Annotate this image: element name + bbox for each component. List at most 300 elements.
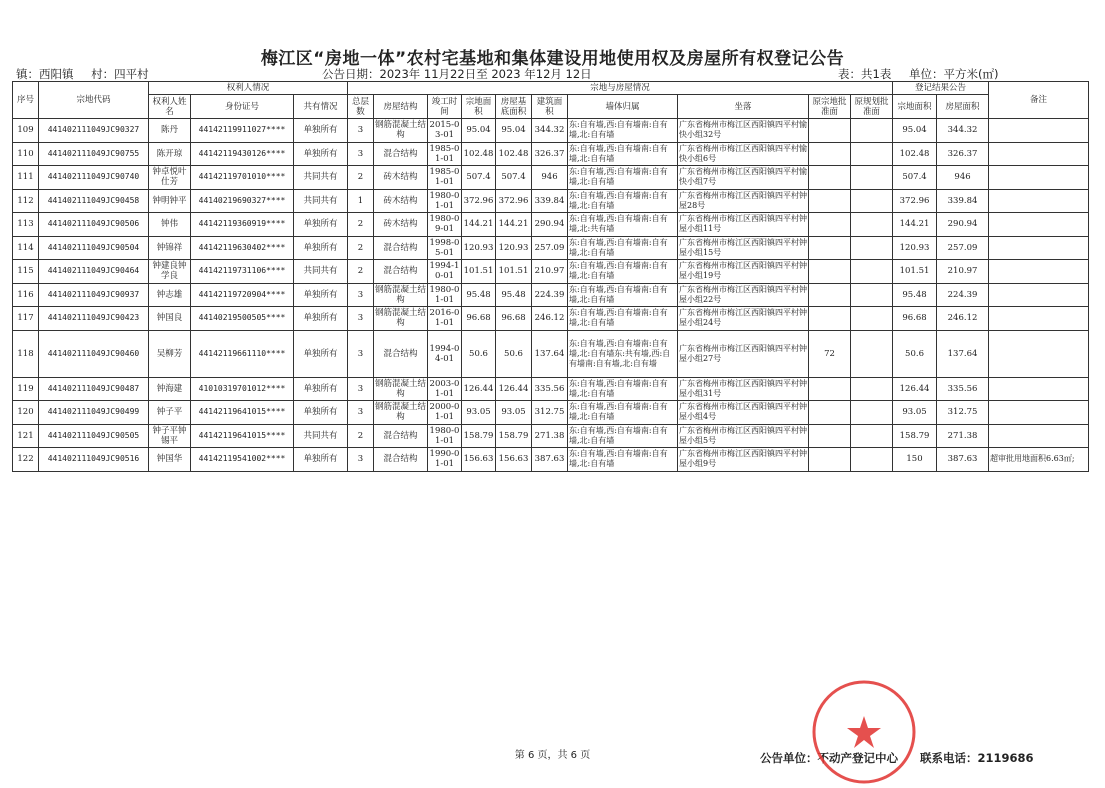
cell-res-land: 144.21 bbox=[893, 213, 937, 237]
cell-land: 158.79 bbox=[462, 424, 496, 448]
cell-id: 44140219500505**** bbox=[191, 307, 294, 331]
cell-orig-plan bbox=[851, 260, 893, 284]
cell-base: 102.48 bbox=[496, 142, 532, 166]
cell-base: 144.21 bbox=[496, 213, 532, 237]
cell-loc: 广东省梅州市梅江区西阳镇四平村钟屋小组4号 bbox=[678, 401, 809, 425]
cell-name: 钟锦祥 bbox=[149, 236, 191, 260]
cell-share: 单独所有 bbox=[294, 142, 348, 166]
cell-name: 钟国良 bbox=[149, 307, 191, 331]
cell-date: 2016-01-01 bbox=[428, 307, 462, 331]
cell-base: 126.44 bbox=[496, 377, 532, 401]
cell-res-land: 96.68 bbox=[893, 307, 937, 331]
cell-code: 441402111049JC90487 bbox=[39, 377, 149, 401]
cell-name: 钟卓悦叶仕芳 bbox=[149, 166, 191, 190]
cell-orig-land bbox=[809, 119, 851, 143]
cell-name: 钟明钟平 bbox=[149, 189, 191, 213]
cell-res-land: 101.51 bbox=[893, 260, 937, 284]
cell-name: 吴柳芳 bbox=[149, 330, 191, 377]
header-code: 宗地代码 bbox=[39, 82, 149, 119]
cell-id: 41010319701012**** bbox=[191, 377, 294, 401]
cell-orig-land: 72 bbox=[809, 330, 851, 377]
cell-remark bbox=[989, 283, 1089, 307]
cell-code: 441402111049JC90458 bbox=[39, 189, 149, 213]
header-land-house-group: 宗地与房屋情况 bbox=[348, 82, 893, 95]
cell-remark bbox=[989, 424, 1089, 448]
cell-date: 2000-01-01 bbox=[428, 401, 462, 425]
cell-remark bbox=[989, 401, 1089, 425]
cell-build: 210.97 bbox=[532, 260, 568, 284]
cell-base: 50.6 bbox=[496, 330, 532, 377]
cell-res-land: 158.79 bbox=[893, 424, 937, 448]
cell-wall: 东:自有墙,西:自有墙南:自有墙,北:自有墙 bbox=[568, 401, 678, 425]
cell-loc: 广东省梅州市梅江区西阳镇四平村愉快小组6号 bbox=[678, 142, 809, 166]
cell-id: 44140219690327**** bbox=[191, 189, 294, 213]
cell-floors: 3 bbox=[348, 283, 374, 307]
cell-code: 441402111049JC90504 bbox=[39, 236, 149, 260]
cell-code: 441402111049JC90327 bbox=[39, 119, 149, 143]
cell-res-land: 93.05 bbox=[893, 401, 937, 425]
cell-floors: 2 bbox=[348, 213, 374, 237]
page-number: 第 6 页，共 6 页 bbox=[514, 750, 591, 761]
header-location: 坐落 bbox=[678, 95, 809, 119]
cell-orig-land bbox=[809, 142, 851, 166]
cell-orig-land bbox=[809, 236, 851, 260]
cell-res-land: 95.04 bbox=[893, 119, 937, 143]
cell-seq: 112 bbox=[13, 189, 39, 213]
cell-orig-plan bbox=[851, 213, 893, 237]
cell-res-house: 335.56 bbox=[937, 377, 989, 401]
table-row bbox=[13, 401, 1089, 425]
cell-code: 441402111049JC90505 bbox=[39, 424, 149, 448]
cell-base: 101.51 bbox=[496, 260, 532, 284]
cell-res-land: 507.4 bbox=[893, 166, 937, 190]
cell-orig-land bbox=[809, 166, 851, 190]
cell-id: 44142119720904**** bbox=[191, 283, 294, 307]
cell-res-land: 120.93 bbox=[893, 236, 937, 260]
cell-floors: 3 bbox=[348, 401, 374, 425]
cell-res-land: 102.48 bbox=[893, 142, 937, 166]
registration-table bbox=[12, 81, 1089, 472]
cell-date: 1980-01-01 bbox=[428, 189, 462, 213]
table-row bbox=[13, 189, 1089, 213]
cell-floors: 2 bbox=[348, 236, 374, 260]
cell-orig-plan bbox=[851, 401, 893, 425]
header-owner-group: 权利人情况 bbox=[149, 82, 348, 95]
cell-share: 单独所有 bbox=[294, 307, 348, 331]
cell-orig-plan bbox=[851, 330, 893, 377]
cell-remark bbox=[989, 189, 1089, 213]
cell-date: 1980-09-01 bbox=[428, 213, 462, 237]
table-row bbox=[13, 377, 1089, 401]
cell-loc: 广东省梅州市梅江区西阳镇四平村钟屋小组27号 bbox=[678, 330, 809, 377]
cell-base: 158.79 bbox=[496, 424, 532, 448]
cell-land: 50.6 bbox=[462, 330, 496, 377]
cell-share: 单独所有 bbox=[294, 236, 348, 260]
cell-build: 224.39 bbox=[532, 283, 568, 307]
cell-structure: 砖木结构 bbox=[374, 189, 428, 213]
cell-build: 326.37 bbox=[532, 142, 568, 166]
cell-share: 共同共有 bbox=[294, 189, 348, 213]
cell-floors: 2 bbox=[348, 166, 374, 190]
cell-code: 441402111049JC90499 bbox=[39, 401, 149, 425]
header-share: 共有情况 bbox=[294, 95, 348, 119]
date-range: 公告日期：2023年 11月22日至 2023 年12月 12日 bbox=[322, 67, 592, 81]
table-row bbox=[13, 142, 1089, 166]
cell-land: 96.68 bbox=[462, 307, 496, 331]
table-row bbox=[13, 307, 1089, 331]
cell-wall: 东:自有墙,西:自有墙南:自有墙,北:自有墙 bbox=[568, 236, 678, 260]
cell-orig-plan bbox=[851, 424, 893, 448]
cell-wall: 东:自有墙,西:自有墙南:自有墙,北:自有墙 bbox=[568, 260, 678, 284]
cell-orig-land bbox=[809, 189, 851, 213]
cell-share: 单独所有 bbox=[294, 448, 348, 472]
cell-res-house: 137.64 bbox=[937, 330, 989, 377]
cell-floors: 3 bbox=[348, 330, 374, 377]
cell-name: 陈丹 bbox=[149, 119, 191, 143]
header-orig-plan: 原规划批准面 bbox=[851, 95, 893, 119]
cell-share: 单独所有 bbox=[294, 401, 348, 425]
cell-remark bbox=[989, 119, 1089, 143]
header-wall: 墙体归属 bbox=[568, 95, 678, 119]
table-count: 表：共1表 bbox=[838, 67, 892, 81]
cell-id: 44142119641015**** bbox=[191, 424, 294, 448]
cell-share: 单独所有 bbox=[294, 119, 348, 143]
cell-name: 钟国华 bbox=[149, 448, 191, 472]
cell-id: 44142119911027**** bbox=[191, 119, 294, 143]
table-row bbox=[13, 330, 1089, 377]
header-id: 身份证号 bbox=[191, 95, 294, 119]
cell-structure: 砖木结构 bbox=[374, 213, 428, 237]
cell-share: 单独所有 bbox=[294, 377, 348, 401]
cell-structure: 混合结构 bbox=[374, 448, 428, 472]
cell-share: 单独所有 bbox=[294, 283, 348, 307]
cell-structure: 混合结构 bbox=[374, 260, 428, 284]
cell-seq: 109 bbox=[13, 119, 39, 143]
cell-floors: 1 bbox=[348, 189, 374, 213]
cell-orig-plan bbox=[851, 166, 893, 190]
cell-name: 钟建良钟学良 bbox=[149, 260, 191, 284]
cell-share: 单独所有 bbox=[294, 213, 348, 237]
cell-orig-land bbox=[809, 377, 851, 401]
cell-orig-land bbox=[809, 213, 851, 237]
cell-orig-land bbox=[809, 424, 851, 448]
cell-loc: 广东省梅州市梅江区西阳镇四平村钟屋小组11号 bbox=[678, 213, 809, 237]
header-base-area: 房屋基底面积 bbox=[496, 95, 532, 119]
cell-orig-plan bbox=[851, 236, 893, 260]
table-row bbox=[13, 166, 1089, 190]
page-title: 梅江区“房地一体”农村宅基地和集体建设用地使用权及房屋所有权登记公告 bbox=[260, 49, 845, 69]
cell-loc: 广东省梅州市梅江区西阳镇四平村钟屋小组15号 bbox=[678, 236, 809, 260]
cell-orig-plan bbox=[851, 448, 893, 472]
cell-land: 102.48 bbox=[462, 142, 496, 166]
cell-orig-plan bbox=[851, 377, 893, 401]
cell-code: 441402111049JC90755 bbox=[39, 142, 149, 166]
cell-remark bbox=[989, 260, 1089, 284]
cell-build: 387.63 bbox=[532, 448, 568, 472]
cell-id: 44142119701010**** bbox=[191, 166, 294, 190]
cell-land: 156.63 bbox=[462, 448, 496, 472]
header-res-land: 宗地面积 bbox=[893, 95, 937, 119]
header-result-group: 登记结果公告 bbox=[893, 82, 989, 95]
cell-build: 312.75 bbox=[532, 401, 568, 425]
cell-floors: 2 bbox=[348, 260, 374, 284]
cell-floors: 3 bbox=[348, 377, 374, 401]
cell-floors: 2 bbox=[348, 424, 374, 448]
cell-wall: 东:自有墙,西:自有墙南:自有墙,北:自有墙 bbox=[568, 307, 678, 331]
cell-loc: 广东省梅州市梅江区西阳镇四平村钟屋小组19号 bbox=[678, 260, 809, 284]
cell-base: 156.63 bbox=[496, 448, 532, 472]
cell-remark bbox=[989, 377, 1089, 401]
cell-wall: 东:自有墙,西:自有墙南:自有墙,北:自有墙 bbox=[568, 377, 678, 401]
table-row bbox=[13, 448, 1089, 472]
cell-name: 钟海建 bbox=[149, 377, 191, 401]
cell-res-land: 95.48 bbox=[893, 283, 937, 307]
cell-land: 120.93 bbox=[462, 236, 496, 260]
cell-res-house: 271.38 bbox=[937, 424, 989, 448]
location-line bbox=[16, 66, 163, 82]
cell-seq: 110 bbox=[13, 142, 39, 166]
cell-orig-land bbox=[809, 283, 851, 307]
cell-structure: 钢筋混凝土结构 bbox=[375, 284, 427, 305]
cell-wall: 东:自有墙,西:自有墙南:自有墙,北:自有墙 bbox=[568, 189, 678, 213]
cell-date: 1980-01-01 bbox=[428, 424, 462, 448]
cell-date: 1998-05-01 bbox=[428, 236, 462, 260]
cell-name: 钟志雄 bbox=[149, 283, 191, 307]
cell-seq: 120 bbox=[13, 401, 39, 425]
cell-structure: 钢筋混凝土结构 bbox=[375, 378, 427, 399]
cell-build: 335.56 bbox=[532, 377, 568, 401]
cell-orig-plan bbox=[851, 119, 893, 143]
cell-structure: 钢筋混凝土结构 bbox=[375, 402, 427, 423]
cell-id: 44142119541002**** bbox=[191, 448, 294, 472]
cell-wall: 东:自有墙,西:自有墙南:自有墙,北:自有墙 bbox=[568, 448, 678, 472]
cell-date: 1994-10-01 bbox=[428, 260, 462, 284]
cell-res-house: 257.09 bbox=[937, 236, 989, 260]
header-orig-land: 原宗地批准面 bbox=[809, 95, 851, 119]
cell-remark bbox=[989, 236, 1089, 260]
cell-name: 陈开琼 bbox=[149, 142, 191, 166]
cell-orig-plan bbox=[851, 307, 893, 331]
cell-structure: 混合结构 bbox=[374, 424, 428, 448]
cell-res-house: 312.75 bbox=[937, 401, 989, 425]
cell-id: 44142119630402**** bbox=[191, 236, 294, 260]
cell-structure: 钢筋混凝土结构 bbox=[375, 308, 427, 329]
cell-id: 44142119430126**** bbox=[191, 142, 294, 166]
cell-wall: 东:自有墙,西:自有墙南:自有墙,北:共有墙 bbox=[568, 213, 678, 237]
header-land-area: 宗地面积 bbox=[462, 95, 496, 119]
cell-base: 93.05 bbox=[496, 401, 532, 425]
header-seq: 序号 bbox=[13, 82, 39, 119]
cell-res-land: 372.96 bbox=[893, 189, 937, 213]
cell-land: 372.96 bbox=[462, 189, 496, 213]
cell-structure: 砖木结构 bbox=[374, 166, 428, 190]
cell-share: 共同共有 bbox=[294, 260, 348, 284]
table-row bbox=[13, 119, 1089, 143]
cell-loc: 广东省梅州市梅江区西阳镇四平村钟屋小组24号 bbox=[678, 307, 809, 331]
cell-loc: 广东省梅州市梅江区西阳镇四平村钟屋小组31号 bbox=[678, 377, 809, 401]
unit-label: 单位：平方米(㎡) bbox=[908, 67, 999, 81]
table-row bbox=[13, 260, 1089, 284]
table-row bbox=[13, 236, 1089, 260]
cell-remark: 超审批用地面积6.63㎡; bbox=[989, 448, 1089, 472]
cell-date: 2003-01-01 bbox=[428, 377, 462, 401]
cell-res-house: 339.84 bbox=[937, 189, 989, 213]
cell-land: 144.21 bbox=[462, 213, 496, 237]
cell-orig-land bbox=[809, 307, 851, 331]
cell-share: 共同共有 bbox=[294, 424, 348, 448]
cell-structure: 混合结构 bbox=[374, 236, 428, 260]
cell-seq: 117 bbox=[13, 307, 39, 331]
cell-wall: 东:自有墙,西:自有墙南:自有墙,北:自有墙 bbox=[568, 424, 678, 448]
cell-res-house: 210.97 bbox=[937, 260, 989, 284]
cell-orig-land bbox=[809, 448, 851, 472]
cell-res-house: 290.94 bbox=[937, 213, 989, 237]
cell-structure: 混合结构 bbox=[374, 142, 428, 166]
cell-id: 44142119360919**** bbox=[191, 213, 294, 237]
cell-wall: 东:自有墙,西:自有墙南:自有墙,北:自有墙 bbox=[568, 283, 678, 307]
cell-wall: 东:自有墙,西:自有墙南:自有墙,北:自有墙东:共有墙,西:自有墙南:自有墙,北:自有墙 bbox=[568, 330, 678, 377]
table-meta bbox=[838, 66, 1012, 82]
town-label: 镇：西阳镇 bbox=[16, 67, 74, 81]
cell-land: 95.48 bbox=[462, 283, 496, 307]
header-owner-name: 权利人姓名 bbox=[149, 95, 191, 119]
cell-seq: 118 bbox=[13, 330, 39, 377]
cell-seq: 122 bbox=[13, 448, 39, 472]
cell-code: 441402111049JC90937 bbox=[39, 283, 149, 307]
cell-name: 钟子平钟锡平 bbox=[149, 424, 191, 448]
cell-seq: 119 bbox=[13, 377, 39, 401]
cell-share: 共同共有 bbox=[294, 166, 348, 190]
cell-code: 441402111049JC90506 bbox=[39, 213, 149, 237]
header-remark: 备注 bbox=[989, 82, 1089, 119]
cell-seq: 121 bbox=[13, 424, 39, 448]
cell-base: 507.4 bbox=[496, 166, 532, 190]
cell-res-house: 344.32 bbox=[937, 119, 989, 143]
contact-phone: 联系电话：2119686 bbox=[920, 751, 1034, 765]
cell-name: 钟子平 bbox=[149, 401, 191, 425]
cell-land: 93.05 bbox=[462, 401, 496, 425]
village-label: 村：四平村 bbox=[91, 67, 149, 81]
cell-build: 246.12 bbox=[532, 307, 568, 331]
cell-remark bbox=[989, 142, 1089, 166]
cell-build: 290.94 bbox=[532, 213, 568, 237]
cell-res-house: 224.39 bbox=[937, 283, 989, 307]
cell-date: 1985-01-01 bbox=[428, 166, 462, 190]
cell-orig-plan bbox=[851, 142, 893, 166]
issuer-unit: 公告单位：不动产登记中心 bbox=[760, 751, 898, 765]
cell-floors: 3 bbox=[348, 448, 374, 472]
header-structure: 房屋结构 bbox=[374, 95, 428, 119]
cell-id: 44142119731106**** bbox=[191, 260, 294, 284]
cell-res-house: 946 bbox=[937, 166, 989, 190]
cell-loc: 广东省梅州市梅江区西阳镇四平村愉快小组32号 bbox=[678, 119, 809, 143]
cell-structure: 混合结构 bbox=[374, 330, 428, 377]
cell-build: 946 bbox=[532, 166, 568, 190]
cell-structure: 钢筋混凝土结构 bbox=[375, 120, 427, 141]
cell-id: 44142119661110**** bbox=[191, 330, 294, 377]
cell-wall: 东:自有墙,西:自有墙南:自有墙,北:自有墙 bbox=[568, 142, 678, 166]
cell-build: 344.32 bbox=[532, 119, 568, 143]
cell-base: 120.93 bbox=[496, 236, 532, 260]
cell-date: 1990-01-01 bbox=[428, 448, 462, 472]
cell-remark bbox=[989, 307, 1089, 331]
cell-code: 441402111049JC90460 bbox=[39, 330, 149, 377]
cell-build: 257.09 bbox=[532, 236, 568, 260]
cell-loc: 广东省梅州市梅江区西阳镇四平村钟屋小组22号 bbox=[678, 283, 809, 307]
cell-code: 441402111049JC90740 bbox=[39, 166, 149, 190]
table-row bbox=[13, 283, 1089, 307]
cell-res-land: 150 bbox=[893, 448, 937, 472]
cell-code: 441402111049JC90423 bbox=[39, 307, 149, 331]
cell-res-land: 126.44 bbox=[893, 377, 937, 401]
cell-res-house: 246.12 bbox=[937, 307, 989, 331]
cell-floors: 3 bbox=[348, 307, 374, 331]
cell-seq: 114 bbox=[13, 236, 39, 260]
cell-land: 101.51 bbox=[462, 260, 496, 284]
header-completed: 竣工时间 bbox=[428, 95, 462, 119]
cell-base: 95.04 bbox=[496, 119, 532, 143]
cell-remark bbox=[989, 166, 1089, 190]
table-row bbox=[13, 424, 1089, 448]
cell-base: 95.48 bbox=[496, 283, 532, 307]
cell-seq: 116 bbox=[13, 283, 39, 307]
cell-name: 钟伟 bbox=[149, 213, 191, 237]
cell-remark bbox=[989, 213, 1089, 237]
cell-code: 441402111049JC90464 bbox=[39, 260, 149, 284]
cell-seq: 115 bbox=[13, 260, 39, 284]
cell-base: 96.68 bbox=[496, 307, 532, 331]
cell-res-land: 50.6 bbox=[893, 330, 937, 377]
cell-res-house: 326.37 bbox=[937, 142, 989, 166]
cell-seq: 113 bbox=[13, 213, 39, 237]
cell-land: 126.44 bbox=[462, 377, 496, 401]
cell-loc: 广东省梅州市梅江区西阳镇四平村钟屋28号 bbox=[678, 189, 809, 213]
cell-build: 271.38 bbox=[532, 424, 568, 448]
cell-share: 单独所有 bbox=[294, 330, 348, 377]
header-build-area: 建筑面积 bbox=[532, 95, 568, 119]
cell-land: 507.4 bbox=[462, 166, 496, 190]
cell-orig-land bbox=[809, 401, 851, 425]
header-floors: 总层数 bbox=[348, 95, 374, 119]
cell-orig-land bbox=[809, 260, 851, 284]
cell-remark bbox=[989, 330, 1089, 377]
cell-id: 44142119641015**** bbox=[191, 401, 294, 425]
official-seal-icon bbox=[808, 676, 920, 788]
cell-wall: 东:自有墙,西:自有墙南:自有墙,北:自有墙 bbox=[568, 166, 678, 190]
header-res-house: 房屋面积 bbox=[937, 95, 989, 119]
cell-res-house: 387.63 bbox=[937, 448, 989, 472]
cell-floors: 3 bbox=[348, 119, 374, 143]
cell-orig-plan bbox=[851, 189, 893, 213]
cell-code: 441402111049JC90516 bbox=[39, 448, 149, 472]
cell-loc: 广东省梅州市梅江区西阳镇四平村钟屋小组9号 bbox=[678, 448, 809, 472]
cell-date: 1980-01-01 bbox=[428, 283, 462, 307]
cell-floors: 3 bbox=[348, 142, 374, 166]
table-row bbox=[13, 213, 1089, 237]
cell-build: 339.84 bbox=[532, 189, 568, 213]
cell-loc: 广东省梅州市梅江区西阳镇四平村愉快小组7号 bbox=[678, 166, 809, 190]
cell-base: 372.96 bbox=[496, 189, 532, 213]
cell-date: 2015-03-01 bbox=[428, 119, 462, 143]
cell-build: 137.64 bbox=[532, 330, 568, 377]
cell-loc: 广东省梅州市梅江区西阳镇四平村钟屋小组5号 bbox=[678, 424, 809, 448]
cell-date: 1985-01-01 bbox=[428, 142, 462, 166]
cell-land: 95.04 bbox=[462, 119, 496, 143]
cell-date: 1994-04-01 bbox=[428, 330, 462, 377]
cell-wall: 东:自有墙,西:自有墙南:自有墙,北:自有墙 bbox=[568, 119, 678, 143]
cell-orig-plan bbox=[851, 283, 893, 307]
cell-seq: 111 bbox=[13, 166, 39, 190]
